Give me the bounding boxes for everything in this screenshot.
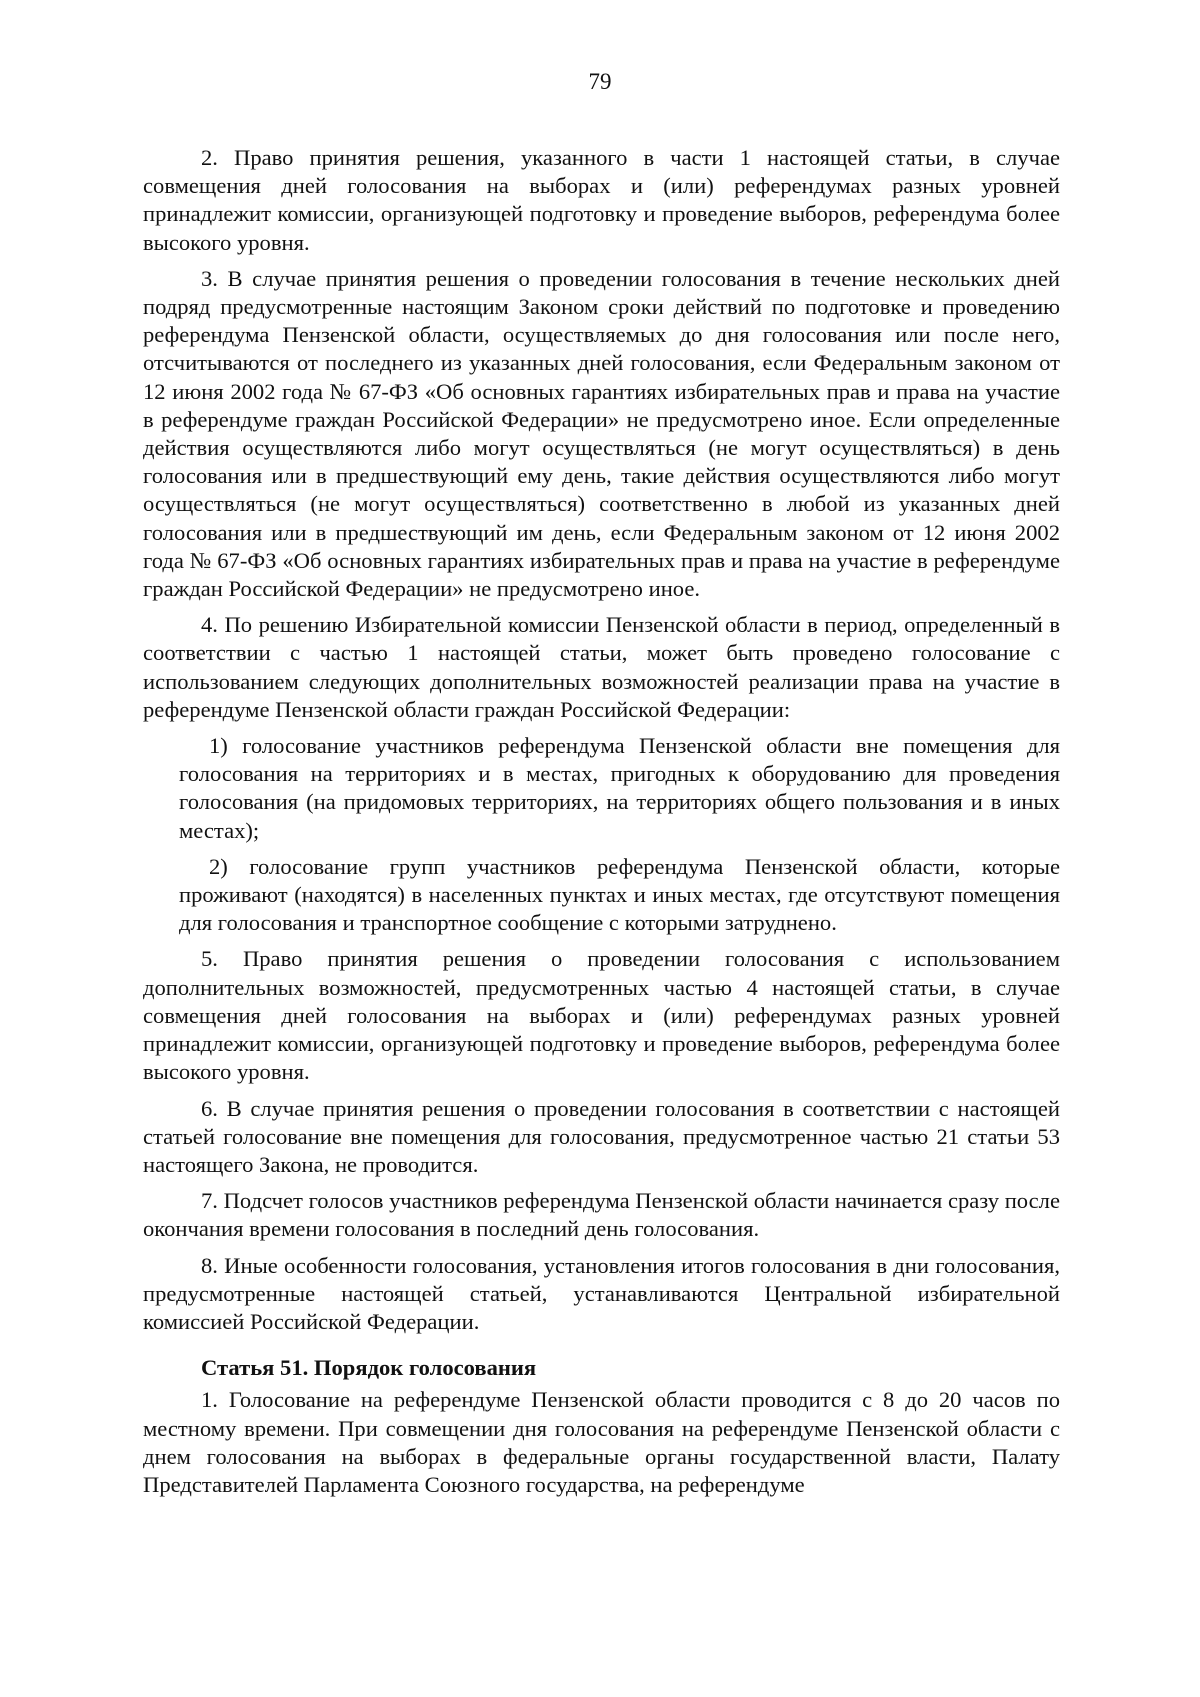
paragraph-5: 5. Право принятия решения о проведении голосования с использованием дополнительных возможностей, предусмотренных частью 4 настоящей статьи, в случае совмещения дней голосования на выборах и (или) референдумах разных уровней принадлежит комиссии, организующей подготовку и проведение выборов, референдума более высокого уровня.	[143, 946, 1060, 1085]
paragraph-2: 2. Право принятия решения, указанного в части 1 настоящей статьи, в случае совмещения дней голосования на выборах и (или) референдумах разных уровней принадлежит комиссии, организующей подготовку и проведение выборов, референдума более высокого уровня.	[143, 145, 1060, 255]
paragraph-3: 3. В случае принятия решения о проведении голосования в течение нескольких дней подряд предусмотренные настоящим Законом сроки действий по подготовке и проведению референдума Пензенской области, осуществляемых до дня голосования или после него, отсчитываются от последнего из указанных дней голосования, если Федеральным законом от 12 июня 2002 года № 67-ФЗ «Об основных гарантиях избирательных прав и права на участие в референдуме граждан Российской Федерации» не предусмотрено иное. Если определенные действия осуществляются либо могут осуществляться (не могут осуществляться) в день голосования или в предшествующий ему день, такие действия осуществляются либо могут осуществляться (не могут осуществляться) соответственно в любой из указанных дней голосования или в предшествующий им день, если Федеральным законом от 12 июня 2002 года № 67-ФЗ «Об основных гарантиях избирательных прав и права на участие в референдуме граждан Российской Федерации» не предусмотрено иное.	[143, 265, 1060, 602]
article-51-paragraph-1: 1. Голосование на референдуме Пензенской области проводится с 8 до 20 часов по местному времени. При совмещении дня голосования на референдуме Пензенской области с днем голосования на выборах в федеральные органы государственной власти, Палату Представителей Парламента Союзного государства, на референдуме	[143, 1387, 1060, 1497]
paragraph-4: 4. По решению Избирательной комиссии Пензенской области в период, определенный в соответствии с частью 1 настоящей статьи, может быть проведено голосование с использованием следующих дополнительных возможностей реализации права на участие в референдуме Пензенской области граждан Российской Федерации:	[143, 612, 1060, 722]
paragraph-6: 6. В случае принятия решения о проведении голосования в соответствии с настоящей статьей голосование вне помещения для голосования, предусмотренное частью 21 статьи 53 настоящего Закона, не проводится.	[143, 1095, 1060, 1177]
subitem-1: 1) голосование участников референдума Пензенской области вне помещения для голосования на территориях и в местах, пригодных к оборудованию для проведения голосования (на придомовых территориях, на территориях общего пользования и в иных местах);	[179, 733, 1060, 843]
paragraph-8: 8. Иные особенности голосования, установления итогов голосования в дни голосования, предусмотренные настоящей статьей, устанавливаются Центральной избирательной комиссией Российской Федерации.	[143, 1252, 1060, 1334]
page-number: 79	[588, 69, 612, 94]
paragraph-7: 7. Подсчет голосов участников референдума Пензенской области начинается сразу после окончания времени голосования в последний день голосования.	[143, 1188, 1060, 1242]
subitem-2: 2) голосование групп участников референдума Пензенской области, которые проживают (находятся) в населенных пунктах и иных местах, где отсутствуют помещения для голосования и транспортное сообщение с которыми затруднено.	[179, 853, 1060, 936]
document-body	[143, 144, 1060, 1507]
article-51-title: Статья 51. Порядок голосования	[201, 1355, 537, 1381]
